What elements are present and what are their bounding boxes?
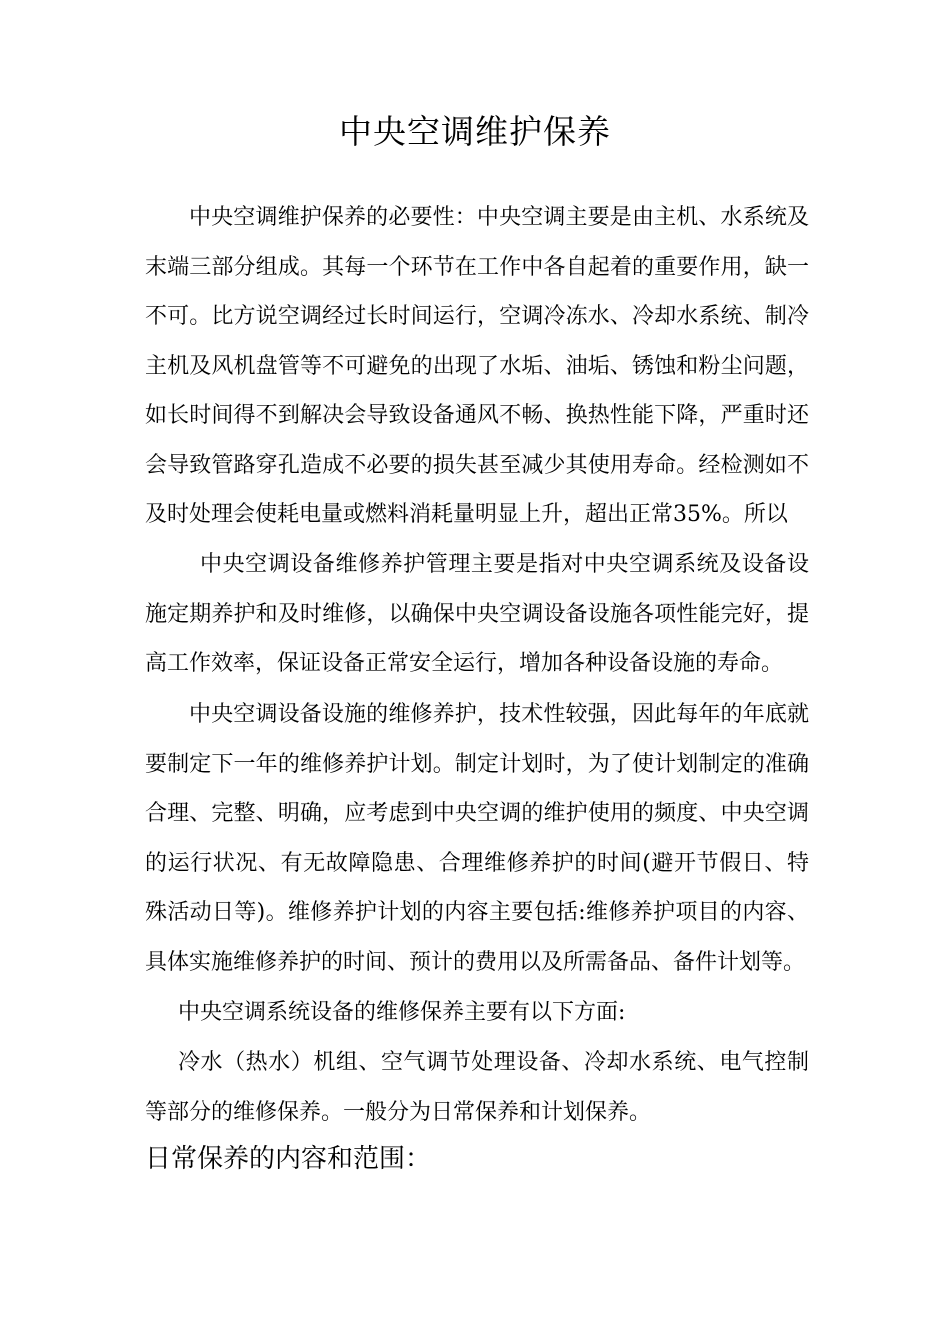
paragraph-aspects-intro: 中央空调系统设备的维修保养主要有以下方面: bbox=[178, 1000, 626, 1025]
paragraph-aspects-list: 冷水（热水）机组、空气调节处理设备、冷却水系统、电气控制等部分的维修保养。一般分为日常保养和计划保养。 bbox=[145, 1050, 809, 1125]
section-heading-daily-maintenance: 日常保养的内容和范围： bbox=[145, 1144, 432, 1174]
paragraph-management: 中央空调设备维修养护管理主要是指对中央空调系统及设备设施定期养护和及时维修，以确保中央空调设备设施各项性能完好，提高工作效率，保证设备正常安全运行，增加各种设备设施的寿命。 bbox=[145, 552, 809, 676]
paragraph-plan: 中央空调设备设施的维修养护，技术性较强，因此每年的年底就要制定下一年的维修养护计划。制定计划时，为了使计划制定的准确合理、完整、明确，应考虑到中央空调的维护使用的频度、中央空调的运行状况、有无故障隐患、合理维修养护的时间(避开节假日、特殊活动日等)。维修养护计划的内容主要包括:维修养护项目的内容、具体实施维修养护的时间、预计的费用以及所需备品、备件计划等。 bbox=[145, 702, 809, 975]
paragraph-necessity: 中央空调维护保养的必要性：中央空调主要是由主机、水系统及末端三部分组成。其每一个环节在工作中各自起着的重要作用，缺一不可。比方说空调经过长时间运行，空调冷冻水、冷却水系统、制冷主机及风机盘管等不可避免的出现了水垢、油垢、锈蚀和粉尘问题，如长时间得不到解决会导致设备通风不畅、换热性能下降，严重时还会导致管路穿孔造成不必要的损失甚至减少其使用寿命。经检测如不及时处理会使耗电量或燃料消耗量明显上升，超出正常35%。所以 bbox=[145, 205, 809, 527]
document-title: 中央空调维护保养 bbox=[339, 112, 611, 151]
